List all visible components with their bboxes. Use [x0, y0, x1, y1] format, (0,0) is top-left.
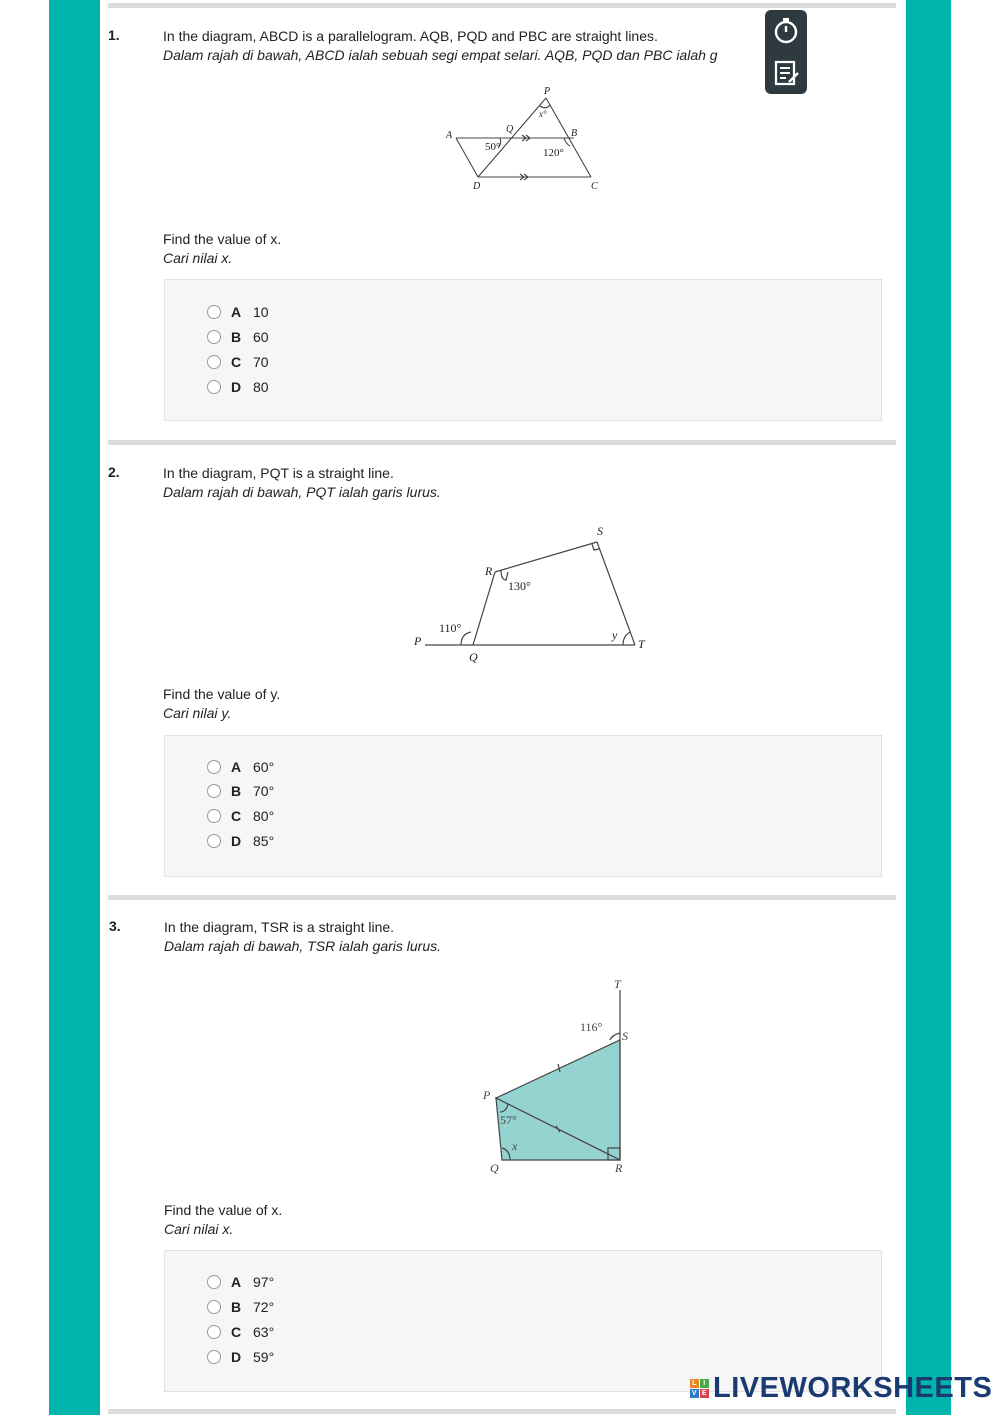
question-2-option-d[interactable]: D 85°	[207, 831, 274, 851]
timer-icon[interactable]	[771, 16, 801, 46]
question-3-text-en: In the diagram, TSR is a straight line.	[164, 919, 395, 935]
arc-110	[461, 632, 471, 645]
question-2-find-en: Find the value of y.	[163, 686, 281, 702]
question-2-text	[163, 464, 441, 502]
question-2-find	[163, 685, 280, 723]
question-3-number: 3.	[109, 918, 121, 934]
liveworksheets-logo	[690, 1372, 992, 1405]
label-T: T	[638, 637, 645, 651]
logo-badge: L I V E	[691, 1380, 708, 1397]
arc-y	[623, 632, 630, 645]
radio-button[interactable]	[207, 834, 221, 848]
question-1-text-ms: Dalam rajah di bawah, ABCD ialah sebuah segi empat selari. AQB, PQD dan PBC ialah g	[163, 47, 718, 63]
radio-button[interactable]	[207, 760, 221, 774]
arc-116	[610, 1033, 620, 1040]
label-S: S	[597, 524, 603, 538]
label-R: R	[485, 564, 493, 578]
label-50: 50°	[485, 141, 501, 153]
question-1-text-en: In the diagram, ABCD is a parallelogram. AQB, PQD and PBC are straight lines.	[163, 28, 658, 44]
question-2-option-c[interactable]: C 80°	[207, 806, 274, 826]
label-x: x	[512, 1139, 518, 1153]
question-2-option-a[interactable]: A 60°	[207, 757, 274, 777]
label-P: P	[544, 86, 551, 97]
label-P: P	[483, 1088, 491, 1102]
radio-button[interactable]	[207, 1350, 221, 1364]
question-2-diagram	[405, 522, 665, 667]
question-1-options	[164, 279, 882, 421]
label-D: D	[473, 181, 481, 192]
question-1-option-c[interactable]: C 70	[207, 352, 269, 372]
question-2-text-en: In the diagram, PQT is a straight line.	[163, 465, 394, 481]
line-AD	[456, 138, 478, 177]
question-1-diagram	[440, 84, 610, 196]
question-3-options	[164, 1250, 882, 1392]
left-teal-margin	[49, 0, 100, 1415]
arc-x	[540, 105, 550, 108]
radio-button[interactable]	[207, 1300, 221, 1314]
radio-button[interactable]	[207, 305, 221, 319]
radio-button[interactable]	[207, 809, 221, 823]
radio-button[interactable]	[207, 380, 221, 394]
question-3-find	[164, 1201, 282, 1239]
question-2-options	[164, 735, 882, 877]
line-QR	[473, 572, 495, 645]
label-R: R	[615, 1161, 623, 1175]
label-57: 57°	[500, 1113, 517, 1127]
question-3-diagram	[470, 978, 650, 1178]
question-1-find-ms: Cari nilai x.	[163, 250, 233, 266]
question-1-option-d[interactable]: D 80	[207, 377, 269, 397]
label-T: T	[614, 978, 621, 991]
brand-name: LIVEWORKSHEETS	[713, 1372, 993, 1404]
question-3-option-b[interactable]: B 72°	[207, 1297, 274, 1317]
label-Q: Q	[469, 650, 478, 664]
question-3-find-en: Find the value of x.	[164, 1202, 283, 1218]
radio-button[interactable]	[207, 1325, 221, 1339]
question-3-text	[164, 918, 441, 956]
question-3-option-d[interactable]: D 59°	[207, 1347, 274, 1367]
question-3-text-ms: Dalam rajah di bawah, TSR ialah garis lurus.	[164, 938, 442, 954]
line-RS	[495, 542, 597, 572]
floating-toolbar	[765, 10, 807, 94]
radio-button[interactable]	[207, 330, 221, 344]
label-y: y	[612, 628, 618, 642]
arc-130	[501, 570, 508, 580]
question-1-find-en: Find the value of x.	[163, 231, 282, 247]
question-3-option-c[interactable]: C 63°	[207, 1322, 274, 1342]
label-120: 120°	[543, 147, 564, 159]
label-116: 116°	[580, 1020, 603, 1034]
radio-button[interactable]	[207, 784, 221, 798]
question-1-option-a[interactable]: A 10	[207, 302, 269, 322]
radio-button[interactable]	[207, 1275, 221, 1289]
question-1-text	[163, 27, 803, 65]
notes-icon[interactable]	[771, 58, 801, 88]
question-3-find-ms: Cari nilai x.	[164, 1221, 234, 1237]
label-C: C	[591, 181, 598, 192]
label-S: S	[622, 1029, 628, 1043]
section-divider	[108, 440, 896, 445]
question-1-option-b[interactable]: B 60	[207, 327, 269, 347]
question-2-option-b[interactable]: B 70°	[207, 781, 274, 801]
section-divider	[108, 3, 896, 8]
question-1-find	[163, 230, 281, 268]
question-2-number: 2.	[108, 464, 120, 480]
section-divider	[108, 1409, 896, 1414]
label-110: 110°	[439, 621, 462, 635]
label-Q: Q	[490, 1161, 499, 1175]
label-A: A	[446, 130, 453, 141]
label-B: B	[571, 128, 578, 139]
question-2-find-ms: Cari nilai y.	[163, 705, 232, 721]
right-teal-margin	[906, 0, 951, 1415]
label-x: x°	[539, 109, 547, 119]
question-1-number: 1.	[108, 27, 120, 43]
question-3-option-a[interactable]: A 97°	[207, 1272, 274, 1292]
section-divider	[108, 895, 896, 900]
radio-button[interactable]	[207, 355, 221, 369]
label-P: P	[414, 634, 422, 648]
label-Q: Q	[506, 124, 514, 135]
label-130: 130°	[508, 579, 531, 593]
question-2-text-ms: Dalam rajah di bawah, PQT ialah garis lurus.	[163, 484, 441, 500]
